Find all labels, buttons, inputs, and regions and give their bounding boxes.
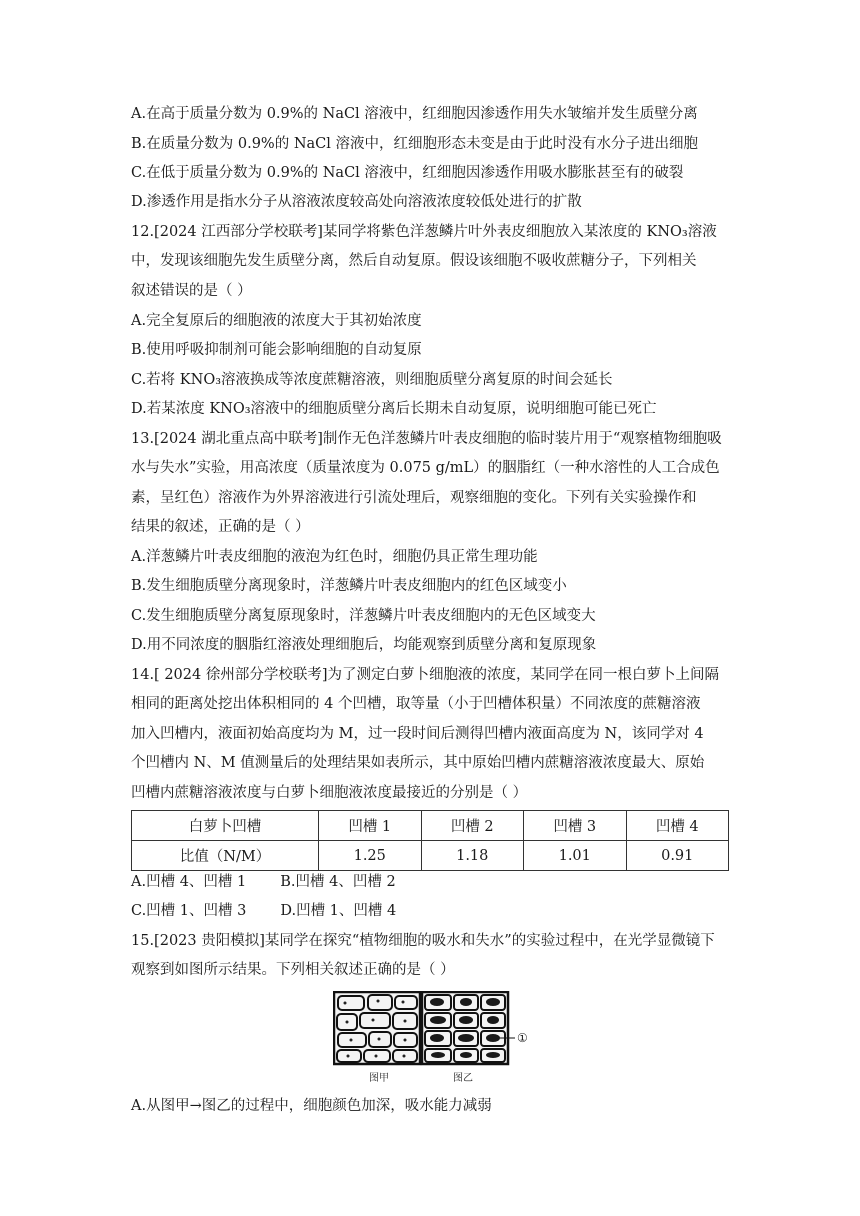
table-header-cell: 凹槽 3: [524, 811, 627, 841]
table-header-cell: 凹槽 2: [421, 811, 524, 841]
q13-option-a: A.洋葱鳞片叶表皮细胞的液泡为红色时，细胞仍具正常生理功能: [131, 549, 538, 565]
panel-left: [334, 992, 420, 1064]
figure-marker: ①: [517, 1031, 528, 1045]
q14-stem-line: 14.[ 2024 徐州部分学校联考]为了测定白萝卜细胞液的浓度，某同学在同一根白萝卜上间隔: [131, 667, 719, 683]
q14-option-c: C.凹槽 1、凹槽 3: [131, 903, 247, 919]
q15-stem-line: 观察到如图所示结果。下列相关叙述正确的是（ ）: [131, 962, 455, 978]
q14-stem-line: 相同的距离处挖出体积相同的 4 个凹槽，取等量（小于凹槽体积量）不同浓度的蔗糖溶液: [131, 696, 701, 712]
figure-label-left: 图甲: [369, 1073, 389, 1084]
q13-stem-line: 结果的叙述，正确的是（ ）: [131, 519, 310, 535]
table-header-cell: 凹槽 1: [319, 811, 422, 841]
q13-stem-line: 素，呈红色）溶液作为外界溶液进行引流处理后，观察细胞的变化。下列有关实验操作和: [131, 490, 697, 506]
q15-stem-line: 15.[2023 贵阳模拟]某同学在探究“植物细胞的吸水和失水”的实验过程中，在光学显微镜下: [131, 933, 715, 949]
table-cell: 1.25: [319, 841, 422, 871]
q12-stem-line: 叙述错误的是（ ）: [131, 283, 252, 299]
q12-option-c: C.若将 KNO₃溶液换成等浓度蔗糖溶液，则细胞质壁分离复原的时间会延长: [131, 372, 613, 388]
q12-stem-line: 中，发现该细胞先发生质壁分离，然后自动复原。假设该细胞不吸收蔗糖分子，下列相关: [131, 253, 697, 269]
table-row-label: 比值（N/M）: [132, 841, 319, 871]
table-cell: 0.91: [626, 841, 729, 871]
q12-option-a: A.完全复原后的细胞液的浓度大于其初始浓度: [131, 313, 422, 329]
q13-option-c: C.发生细胞质壁分离复原现象时，洋葱鳞片叶表皮细胞内的无色区域变大: [131, 608, 596, 624]
q14-stem-line: 凹槽内蔗糖溶液浓度与白萝卜细胞液浓度最接近的分别是（ ）: [131, 785, 528, 801]
q12-option-b: B.使用呼吸抑制剂可能会影响细胞的自动复原: [131, 342, 422, 358]
q15-option-a: A.从图甲→图乙的过程中，细胞颜色加深，吸水能力减弱: [131, 1098, 492, 1114]
q13-option-b: B.发生细胞质壁分离现象时，洋葱鳞片叶表皮细胞内的红色区域变小: [131, 578, 567, 594]
table-row: [132, 841, 729, 871]
table-header-cell: 凹槽 4: [626, 811, 729, 841]
q14-options-row-2: [131, 901, 731, 921]
q14-option-a: A.凹槽 4、凹槽 1: [131, 874, 247, 890]
q11-option-a: A.在高于质量分数为 0.9%的 NaCl 溶液中，红细胞因渗透作用失水皱缩并发生质壁分离: [131, 106, 698, 122]
micrograph-image: [333, 991, 533, 1071]
q14-options-row-1: [131, 872, 731, 892]
q11-option-c: C.在低于质量分数为 0.9%的 NaCl 溶液中，红细胞因渗透作用吸水膨胀甚至有的破裂: [131, 165, 684, 181]
q13-stem-line: 水与失水”实验，用高浓度（质量浓度为 0.075 g/mL）的胭脂红（一种水溶性的人工合成色: [131, 460, 720, 476]
table-header-cell: 白萝卜凹槽: [132, 811, 319, 841]
q11-option-d: D.渗透作用是指水分子从溶液浓度较高处向溶液浓度较低处进行的扩散: [131, 194, 582, 210]
q14-option-b: B.凹槽 4、凹槽 2: [280, 874, 396, 890]
q12-stem-line: 12.[2024 江西部分学校联考]某同学将紫色洋葱鳞片叶外表皮细胞放入某浓度的 KNO₃溶液: [131, 224, 717, 240]
q11-option-b: B.在质量分数为 0.9%的 NaCl 溶液中，红细胞形态未变是由于此时没有水分子进出细胞: [131, 136, 698, 152]
ratio-table: [131, 810, 729, 871]
cell-micrograph-figure: [333, 991, 533, 1083]
table-header-row: [132, 811, 729, 841]
q13-stem-line: 13.[2024 湖北重点高中联考]制作无色洋葱鳞片叶表皮细胞的临时装片用于“观察植物细胞吸: [131, 431, 722, 447]
q13-option-d: D.用不同浓度的胭脂红溶液处理细胞后，均能观察到质壁分离和复原现象: [131, 637, 597, 653]
table-cell: 1.18: [421, 841, 524, 871]
q12-option-d: D.若某浓度 KNO₃溶液中的细胞质壁分离后长期未自动复原，说明细胞可能已死亡: [131, 401, 657, 417]
table-cell: 1.01: [524, 841, 627, 871]
q14-stem-line: 个凹槽内 N、M 值测量后的处理结果如表所示，其中原始凹槽内蔗糖溶液浓度最大、原始: [131, 755, 705, 771]
q14-option-d: D.凹槽 1、凹槽 4: [280, 903, 397, 919]
figure-label-right: 图乙: [453, 1073, 473, 1084]
q14-stem-line: 加入凹槽内，液面初始高度均为 M，过一段时间后测得凹槽内液面高度为 N，该同学对 4: [131, 726, 704, 742]
